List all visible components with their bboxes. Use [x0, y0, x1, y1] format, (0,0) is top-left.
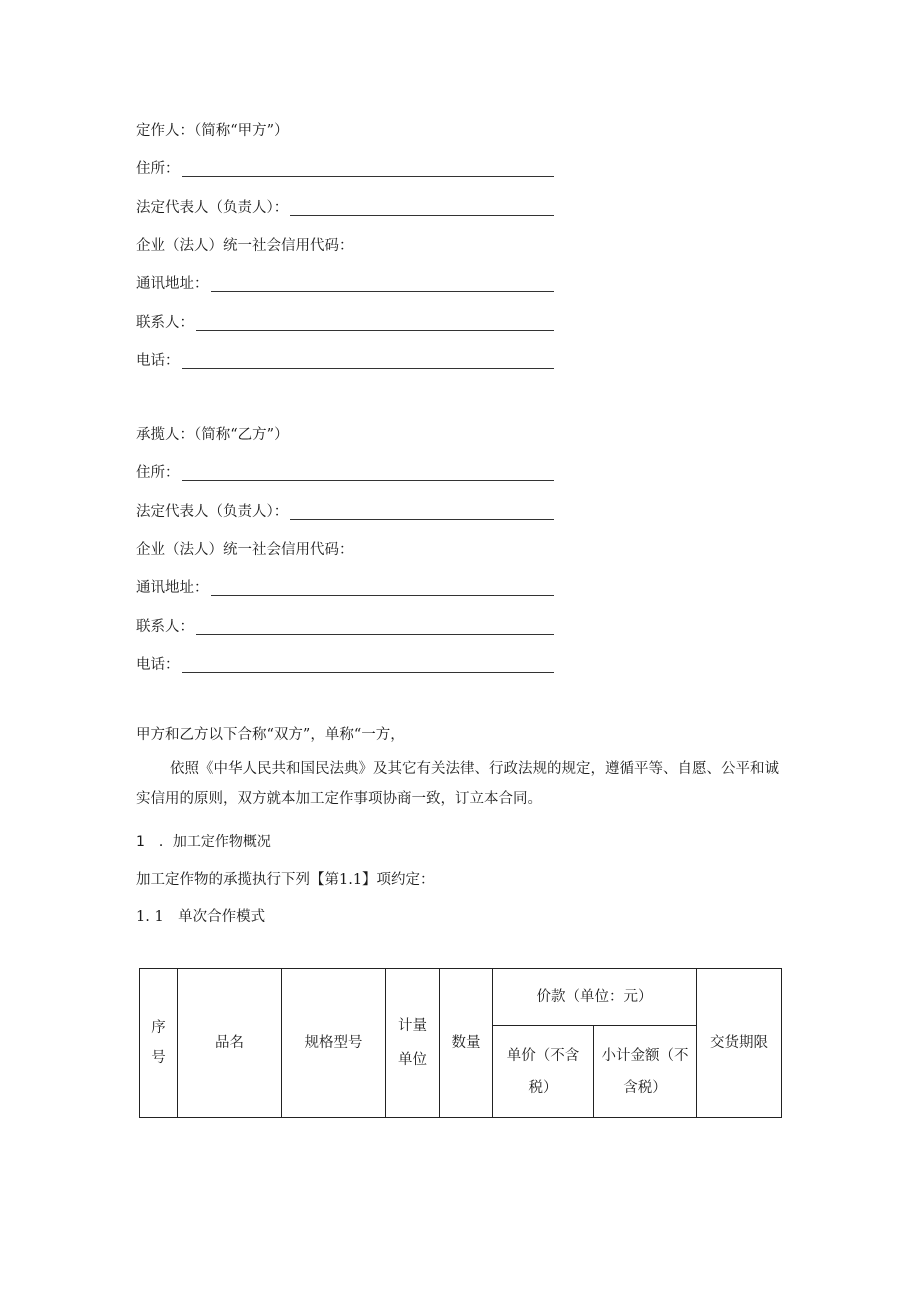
section-1-1-subheading: 1. 1 单次合作模式	[136, 909, 266, 925]
col-unit-price: 单价（不含税）	[493, 1026, 594, 1118]
col-qty: 数量	[440, 969, 493, 1118]
col-name: 品名	[178, 969, 282, 1118]
fill-line	[196, 620, 554, 635]
basis-paragraph: 依照《中华人民共和国民法典》及其它有关法律、行政法规的规定，遵循平等、自愿、公平和诚实信用的原则，双方就本加工定作事项协商一致，订立本合同。	[136, 761, 779, 807]
party-b-contact-field[interactable]	[136, 616, 554, 638]
field-label: 联系人：	[136, 619, 194, 635]
party-b-mailing-address-field[interactable]	[136, 577, 554, 599]
col-seq: 序号	[140, 969, 178, 1118]
party-b-title: 承揽人：（简称“乙方”）	[136, 427, 289, 443]
fill-line	[196, 316, 554, 331]
field-label: 企业（法人）统一社会信用代码：	[136, 542, 354, 558]
fill-line	[211, 277, 555, 292]
party-a-title: 定作人：（简称“甲方”）	[136, 123, 289, 139]
fill-line	[182, 466, 555, 481]
field-label: 住所：	[136, 465, 180, 481]
party-b-credit-code-field[interactable]	[136, 539, 354, 561]
party-a-legal-rep-field[interactable]	[136, 197, 554, 219]
field-label: 住所：	[136, 161, 180, 177]
field-label: 联系人：	[136, 315, 194, 331]
fill-line	[182, 658, 555, 673]
col-price-group: 价款（单位：元）	[493, 969, 697, 1026]
party-b-phone-field[interactable]	[136, 654, 554, 676]
col-subtotal: 小计金额（不含税）	[594, 1026, 697, 1118]
col-delivery: 交货期限	[697, 969, 782, 1118]
party-a-contact-field[interactable]	[136, 312, 554, 334]
section-1-text: 加工定作物的承揽执行下列【第1.1】项约定：	[136, 872, 435, 888]
field-label: 电话：	[136, 657, 180, 673]
fill-line	[211, 581, 555, 596]
party-a-address-field[interactable]	[136, 158, 554, 180]
field-label: 通讯地址：	[136, 276, 209, 292]
party-b-address-field[interactable]	[136, 462, 554, 484]
field-label: 通讯地址：	[136, 580, 209, 596]
section-1-heading: 1 ．加工定作物概况	[136, 834, 271, 850]
party-a-mailing-address-field[interactable]	[136, 273, 554, 295]
party-a-phone-field[interactable]	[136, 350, 554, 372]
fill-line	[182, 354, 555, 369]
col-unit: 计量单位	[386, 969, 440, 1118]
joint-name-clause: 甲方和乙方以下合称“双方”，单称“一方，	[136, 727, 405, 743]
field-label: 法定代表人（负责人）：	[136, 200, 289, 216]
product-spec-table	[139, 968, 782, 1118]
field-label: 企业（法人）统一社会信用代码：	[136, 238, 354, 254]
party-b-legal-rep-field[interactable]	[136, 501, 554, 523]
fill-line	[290, 505, 554, 520]
fill-line	[290, 201, 554, 216]
col-spec: 规格型号	[282, 969, 386, 1118]
party-a-credit-code-field[interactable]	[136, 235, 354, 257]
table-header-row	[140, 969, 782, 1026]
field-label: 法定代表人（负责人）：	[136, 504, 289, 520]
fill-line	[182, 162, 555, 177]
field-label: 电话：	[136, 353, 180, 369]
